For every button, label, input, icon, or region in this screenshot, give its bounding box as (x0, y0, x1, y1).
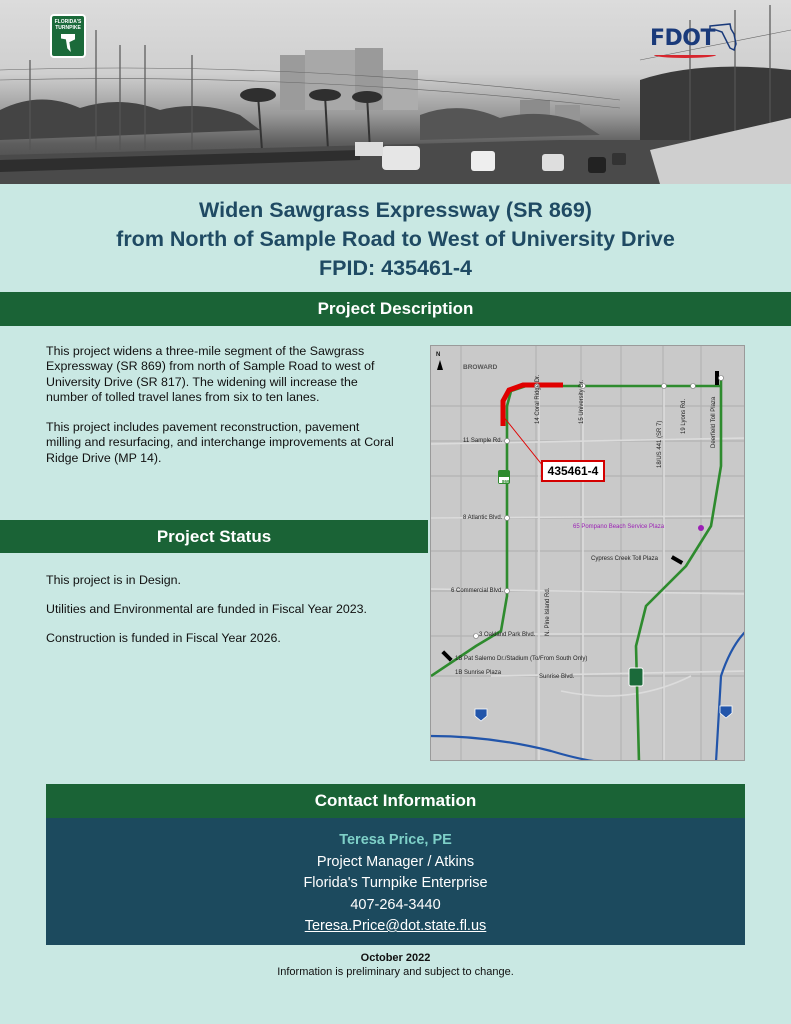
map-label-sunrise-plaza: 1B Sunrise Plaza (455, 670, 502, 676)
north-label: N (436, 352, 441, 358)
project-description-text (46, 344, 396, 466)
map-label-pompano-plaza: 65 Pompano Beach Service Plaza (573, 524, 665, 530)
map-label-pat-salerno: 1B Pat Salerno Dr./Stadium (To/From South Only) (455, 656, 588, 662)
map-label-deerfield: Deerfield Toll Plaza (711, 396, 717, 448)
fpid-callout: 435461-4 (541, 460, 605, 482)
sr869-shield-label: 869 (502, 479, 510, 484)
map-label-cypress-creek: Cypress Creek Toll Plaza (591, 556, 658, 562)
footer-note: Information is preliminary and subject to change. (277, 966, 514, 978)
project-status-text (46, 573, 426, 660)
contact-phone: 407-264-3440 (350, 896, 441, 913)
florida-outline-icon (708, 20, 738, 52)
contact-name: Teresa Price, PE (339, 832, 452, 848)
status-line-3: Construction is funded in Fiscal Year 2026. (46, 631, 281, 645)
header-banner-photo (0, 0, 791, 184)
map-label-university: 15 University Dr. (579, 379, 585, 424)
map-roads (431, 346, 745, 761)
map-label-pine-island: N. Pine Island Rd. (545, 587, 551, 636)
map-label-sample-rd: 11 Sample Rd. (463, 438, 503, 444)
description-paragraph-1: This project widens a three-mile segment of the Sawgrass Expressway (SR 869) from north of Sample Road to west of University Drive (SR 817). The widening will increase the number of tolled travel lanes from six to ten lanes. (46, 344, 375, 404)
title-fpid: FPID: 435461-4 (319, 256, 472, 280)
map-label-atlantic: 8 Atlantic Blvd. (463, 515, 503, 521)
map-label-commercial: 6 Commercial Blvd. (451, 588, 504, 594)
title-line-2: from North of Sample Road to West of University Drive (116, 227, 675, 251)
turnpike-logo: FLORIDA'S TURNPIKE (50, 14, 86, 58)
map-label-us441: 18/US 441 (SR 7) (657, 420, 663, 468)
project-location-map (430, 345, 745, 761)
title-line-1: Widen Sawgrass Expressway (SR 869) (199, 198, 592, 222)
map-label-oakland-park: 3 Oakland Park Blvd. (479, 632, 536, 638)
footer-date: October 2022 (360, 952, 431, 964)
status-line-1: This project is in Design. (46, 573, 181, 587)
contact-card (46, 818, 745, 945)
map-label-lyons: 19 Lyons Rd. (681, 398, 687, 434)
florida-shape-icon (61, 34, 75, 52)
project-status-heading: Project Status (0, 520, 428, 553)
fdot-wordmark: FDOT (650, 26, 715, 51)
project-description-heading: Project Description (0, 292, 791, 326)
map-label-sunrise-blvd: Sunrise Blvd. (539, 674, 575, 680)
page-title (0, 196, 791, 283)
map-county-label: BROWARD (463, 364, 498, 371)
map-label-coral-ridge: 14 Coral Ridge Dr. (535, 374, 541, 424)
fdot-logo (650, 20, 742, 62)
footer (0, 951, 791, 979)
fdot-swoosh-icon (654, 52, 716, 58)
contact-heading: Contact Information (46, 784, 745, 818)
status-line-2: Utilities and Environmental are funded in Fiscal Year 2023. (46, 602, 367, 616)
contact-role: Project Manager / Atkins (316, 853, 475, 870)
description-paragraph-2: This project includes pavement reconstruction, pavement milling and resurfacing, and interchange improvements at Coral Ridge Drive (MP 14). (46, 420, 394, 465)
contact-organization: Florida's Turnpike Enterprise (303, 875, 488, 891)
contact-email-link[interactable]: Teresa.Price@dot.state.fl.us (304, 918, 487, 934)
north-arrow-icon (437, 360, 443, 370)
